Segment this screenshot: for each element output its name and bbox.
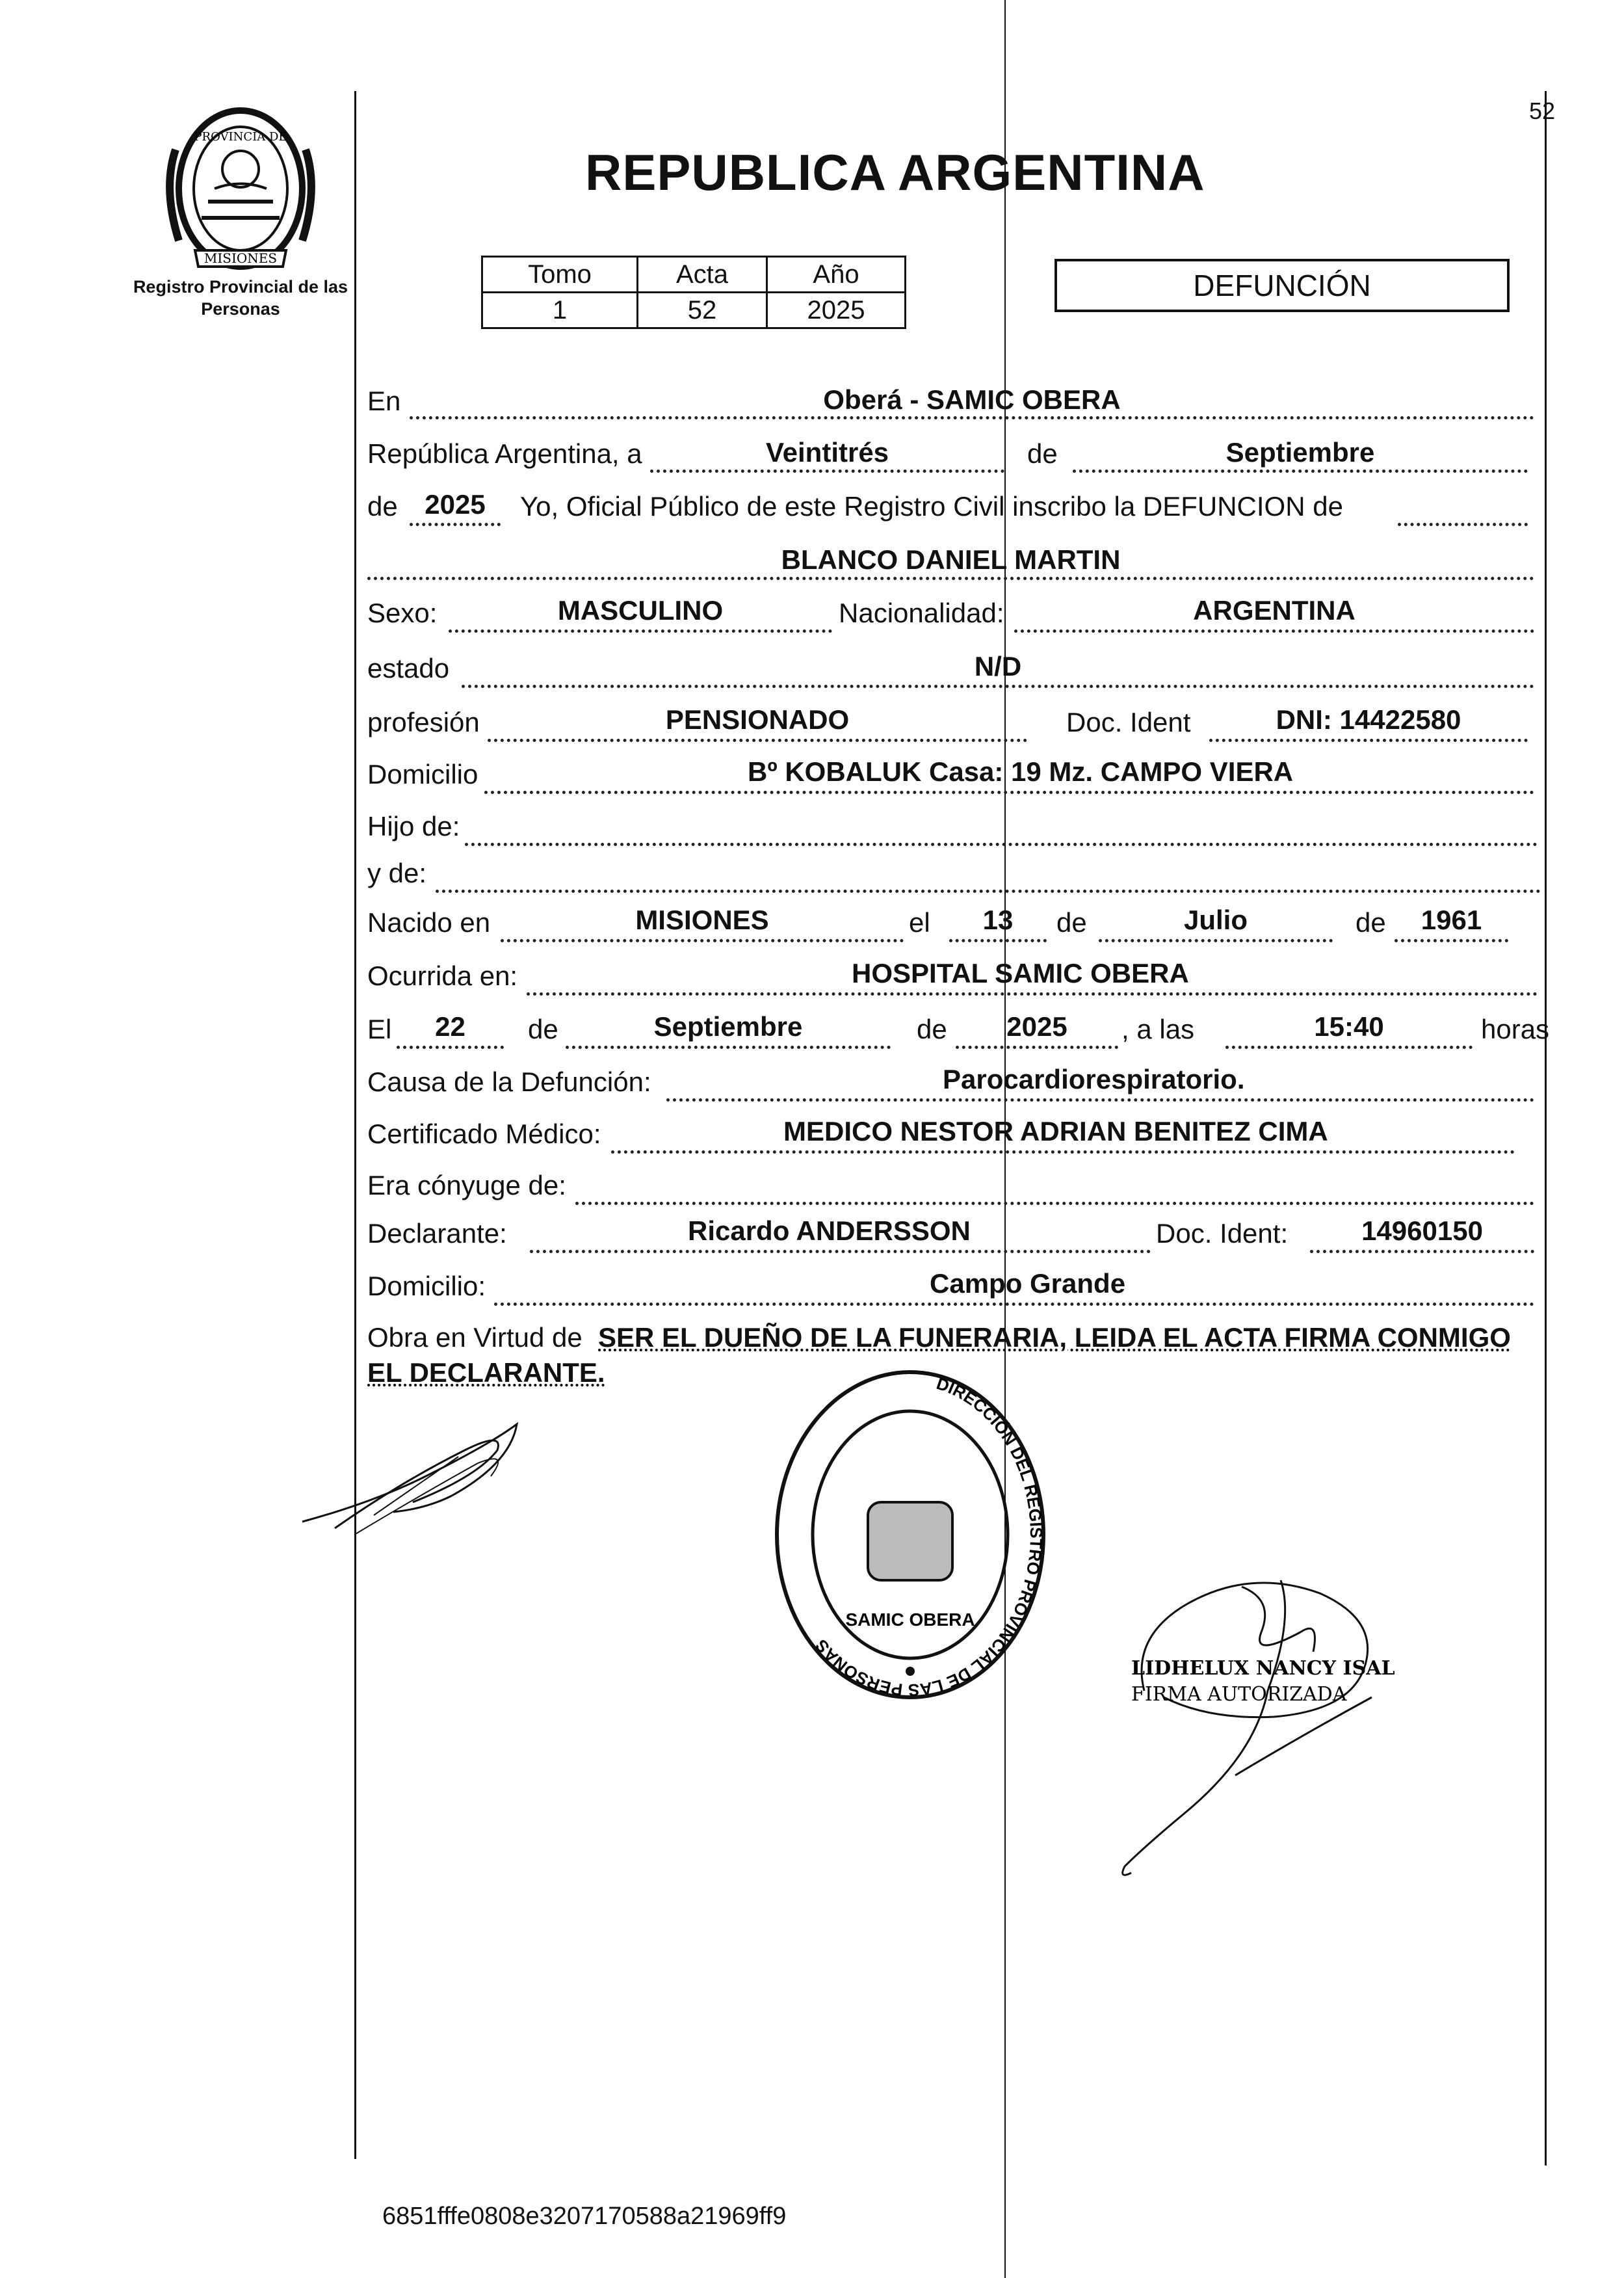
act-type-box: DEFUNCIÓN [1054,259,1510,312]
declarant-signature [296,1405,543,1548]
official-seal-stamp [767,1359,1053,1710]
dots-def-dia [397,1046,504,1049]
value-mes: Septiembre [1225,437,1375,468]
value-ocurrida: HOSPITAL SAMIC OBERA [852,958,1189,988]
label-ocurrida-en: Ocurrida en: [367,960,518,991]
value-obra-line2: EL DECLARANTE. [367,1357,605,1388]
label-nacionalidad: Nacionalidad: [839,598,1004,628]
dots-profesion [488,739,1027,742]
acta-header: Acta [638,257,767,293]
value-lugar: Oberá - SAMIC OBERA [823,384,1121,415]
dots-declarante-doc [1310,1250,1534,1253]
dots-def-mes [566,1046,891,1049]
value-declarante: Ricardo ANDERSSON [688,1215,971,1246]
label-en: En [367,386,401,416]
registry-label: Registro Provincial de las Personas [133,277,348,319]
label-profesion: profesión [367,707,480,737]
label-obra-en-virtud: Obra en Virtud de [367,1322,583,1353]
label-declarante-doc: Doc. Ident: [1156,1218,1289,1249]
dots-y-de [436,890,1541,893]
signer-role: FIRMA AUTORIZADA [1131,1683,1347,1706]
dots-nacionalidad [1014,629,1534,633]
value-nacido-dia: 13 [982,905,1014,935]
anio-header: Año [767,257,906,293]
label-el: El [367,1014,392,1044]
right-margin-line [1545,91,1547,2165]
left-margin-line [354,91,356,2159]
label-yo-oficial: Yo, Oficial Público de este Registro Civil inscribo la DEFUNCION de [520,491,1343,522]
label-de-1: de [1027,438,1058,469]
label-conyuge: Era cónyuge de: [367,1170,566,1200]
value-anio: 2025 [425,489,486,520]
dots-estado [462,685,1534,688]
dots-causa [666,1098,1534,1102]
value-def-dia: 22 [435,1011,465,1042]
label-domicilio: Domicilio [367,759,478,789]
dots-nacido-mes [1099,939,1333,942]
dots-nacido-anio [1395,939,1508,942]
label-declarante-domicilio: Domicilio: [367,1271,486,1301]
dots-hijo-de [465,843,1538,846]
value-declarante-doc: 14960150 [1361,1215,1483,1246]
value-nacido-anio: 1961 [1421,905,1482,935]
value-obra-line1: SER EL DUEÑO DE LA FUNERARIA, LEIDA EL ACTA FIRMA CONMIGO [598,1322,1511,1353]
label-sexo: Sexo: [367,598,438,628]
dots-dia [650,470,1004,473]
authorized-signature [1105,1561,1456,1886]
label-doc-ident: Doc. Ident [1066,707,1191,737]
logo-top-text: PROVINCIA DE [194,130,287,144]
value-nacionalidad: ARGENTINA [1193,595,1356,626]
value-dia-letras: Veintitrés [765,437,889,468]
signer-name: LIDHELUX NANCY ISAL [1131,1657,1395,1680]
value-def-mes: Septiembre [653,1011,803,1042]
dots-certificado [611,1150,1515,1154]
document-hash: 6851fffe0808e3207170588a21969ff9 [382,2203,787,2230]
value-estado: N/D [974,651,1022,682]
tomo-value: 1 [482,293,638,328]
dots-ocurrida [527,992,1538,996]
value-profesion: PENSIONADO [665,704,850,735]
label-el-de: de [528,1014,558,1044]
label-nacido-en: Nacido en [367,907,491,938]
value-causa: Parocardiorespiratorio. [943,1064,1245,1094]
label-horas: horas [1481,1014,1550,1044]
value-doc: DNI: 14422580 [1276,704,1461,735]
dots-nombre [367,577,1534,580]
label-nacido-de-2: de [1356,907,1386,938]
label-nacido-de: de [1056,907,1087,938]
record-table [481,256,906,329]
value-def-hora: 15:40 [1314,1011,1384,1042]
value-nacido-mes: Julio [1183,905,1248,935]
dots-yo-tail [1398,523,1528,526]
seal-ring-text: DIRECCIÓN DEL REGISTRO PROVINCIAL DE LAS PERSONAS [811,1373,1047,1701]
seal-inner-text: SAMIC OBERA [845,1609,975,1630]
value-domicilio: Bº KOBALUK Casa: 19 Mz. CAMPO VIERA [748,756,1294,787]
dots-conyuge [575,1202,1534,1205]
dots-def-hora [1225,1046,1473,1049]
label-a-las: , a las [1121,1014,1195,1044]
acta-value: 52 [638,293,767,328]
label-el-de-2: de [917,1014,947,1044]
label-hijo-de: Hijo de: [367,811,460,841]
document-title: REPUBLICA ARGENTINA [585,144,1205,201]
value-nombre: BLANCO DANIEL MARTIN [781,544,1121,575]
page-number: 52 [1529,98,1556,124]
dots-mes [1073,470,1528,473]
dots-def-anio [956,1046,1118,1049]
label-declarante: Declarante: [367,1218,507,1249]
dots-en [410,416,1534,419]
dots-declarante-domicilio [494,1303,1534,1306]
dots-declarante [530,1250,1151,1253]
dots-sexo [449,629,832,633]
anio-value: 2025 [767,293,906,328]
dots-nacido-lugar [501,939,904,942]
value-nacido-lugar: MISIONES [635,905,769,935]
value-sexo: MASCULINO [557,595,724,626]
value-certificado: MEDICO NESTOR ADRIAN BENITEZ CIMA [783,1116,1328,1146]
label-y-de: y de: [367,858,427,888]
logo-bottom-text: MISIONES [203,250,278,266]
dots-doc [1209,739,1528,742]
value-def-anio: 2025 [1006,1011,1067,1042]
label-republica: República Argentina, a [367,438,642,469]
label-certificado: Certificado Médico: [367,1119,601,1149]
label-nacido-el: el [909,907,930,938]
dots-anio [410,523,501,526]
value-declarante-domicilio: Campo Grande [930,1268,1126,1299]
tomo-header: Tomo [482,257,638,293]
label-de-2: de [367,491,398,522]
label-causa: Causa de la Defunción: [367,1066,651,1097]
record-header-row [482,257,906,293]
province-coat-of-arms-logo [156,104,325,273]
label-estado: estado [367,653,450,683]
dots-nacido-dia [949,939,1047,942]
dots-domicilio [484,791,1534,794]
record-value-row [482,293,906,328]
